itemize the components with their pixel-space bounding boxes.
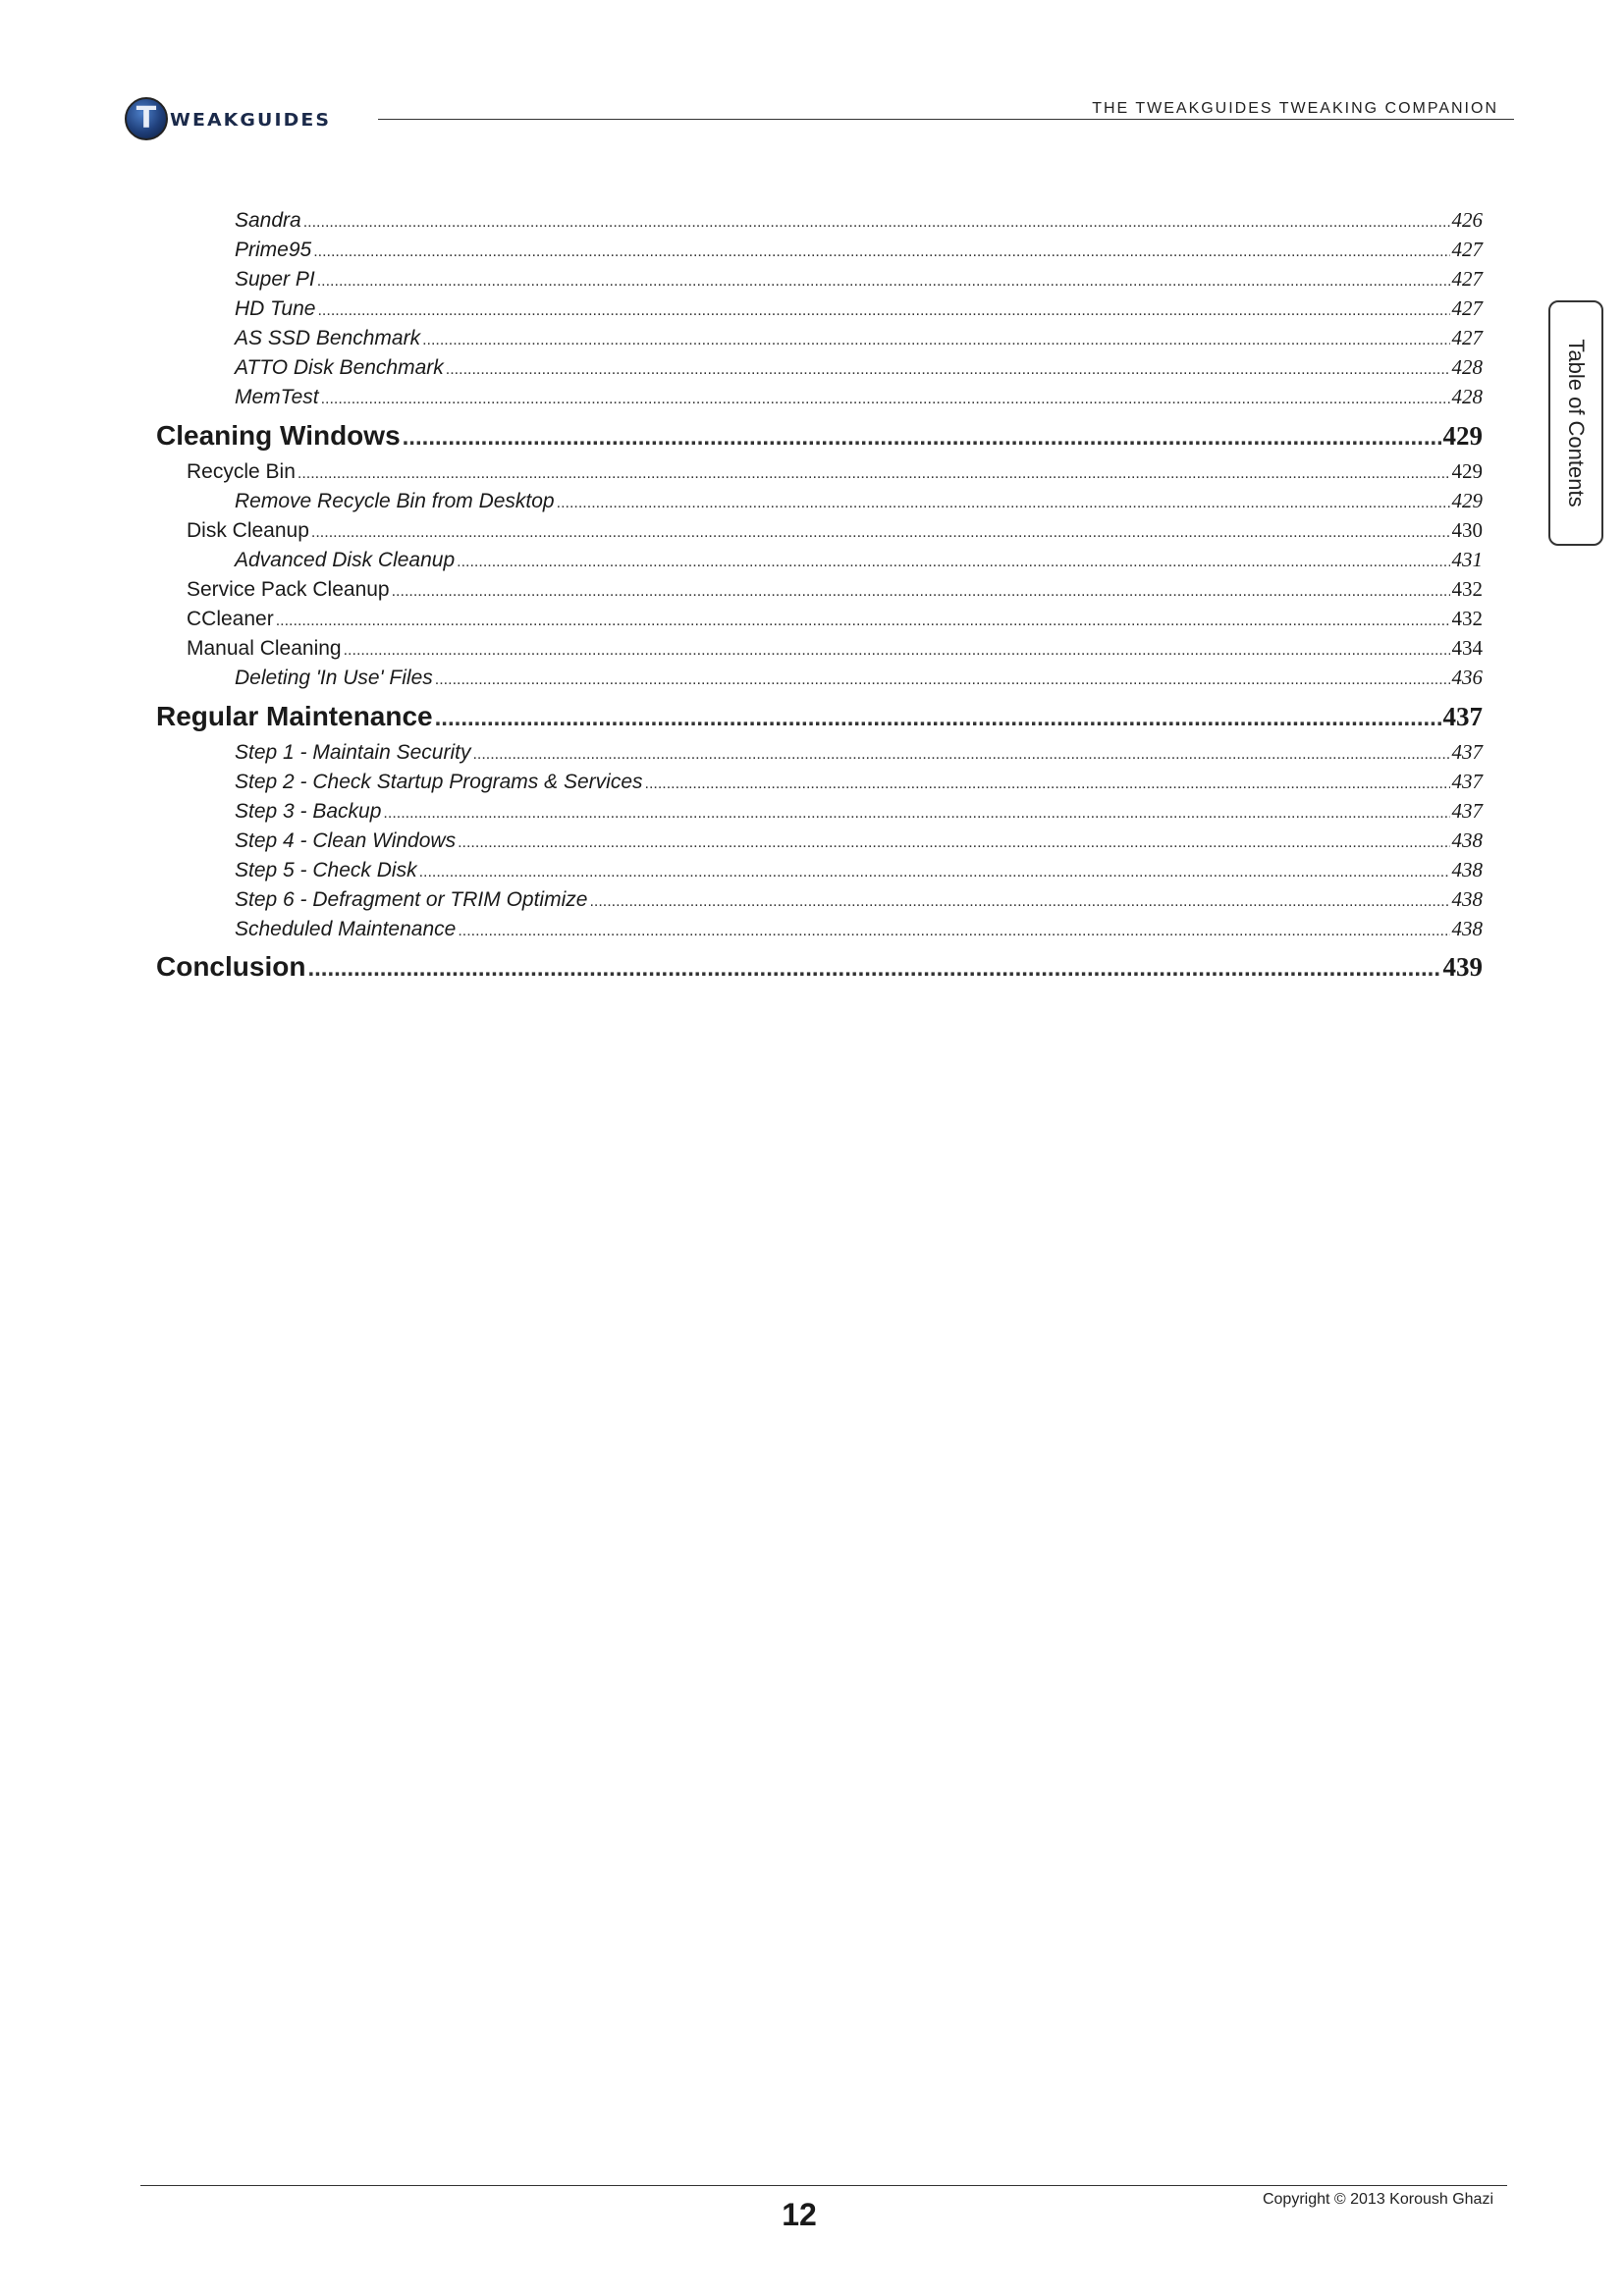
- dot-leader: [307, 955, 1440, 983]
- dot-leader: [313, 243, 1449, 261]
- toc-entry-page: 438: [1451, 858, 1483, 881]
- toc-chapter-entry[interactable]: [156, 951, 1483, 983]
- toc-entry-page: 429: [1451, 459, 1483, 483]
- logo-emblem-icon: [125, 97, 168, 140]
- dot-leader: [383, 805, 1449, 823]
- toc-entry-title: Step 5 - Check Disk: [235, 859, 417, 881]
- toc-entry-title: Remove Recycle Bin from Desktop: [235, 490, 555, 512]
- dot-leader: [321, 391, 1450, 408]
- toc-entry[interactable]: [235, 208, 1483, 233]
- toc-entry-title: Super PI: [235, 268, 315, 291]
- toc-entry[interactable]: [235, 740, 1483, 765]
- toc-entry-page: 427: [1451, 267, 1483, 291]
- toc-entry-title: Manual Cleaning: [187, 637, 342, 660]
- dot-leader: [419, 864, 1450, 881]
- dot-leader: [458, 923, 1449, 940]
- toc-entry-title: MemTest: [235, 386, 319, 408]
- toc-entry-page: 427: [1451, 326, 1483, 349]
- dot-leader: [589, 893, 1449, 911]
- toc-entry-title: Deleting 'In Use' Files: [235, 667, 433, 689]
- toc-entry[interactable]: [187, 577, 1483, 602]
- toc-entry-page: 429: [1451, 489, 1483, 512]
- toc-entry[interactable]: [187, 636, 1483, 661]
- toc-entry-title: Cleaning Windows: [156, 420, 401, 451]
- toc-entry-title: ATTO Disk Benchmark: [235, 356, 444, 379]
- toc-entry-title: Regular Maintenance: [156, 701, 433, 731]
- toc-entry[interactable]: [235, 385, 1483, 409]
- running-header-title: THE TWEAKGUIDES TWEAKING COMPANION: [1092, 100, 1498, 117]
- toc-entry-page: 431: [1451, 548, 1483, 571]
- toc-entry-page: 438: [1451, 828, 1483, 852]
- toc-entry-title: Conclusion: [156, 951, 306, 982]
- dot-leader: [446, 361, 1450, 379]
- toc-entry-page: 428: [1451, 385, 1483, 408]
- toc-entry[interactable]: [235, 267, 1483, 292]
- toc-entry-page: 437: [1451, 799, 1483, 823]
- toc-entry[interactable]: [235, 296, 1483, 321]
- toc-entry-page: 437: [1451, 740, 1483, 764]
- dot-leader: [403, 424, 1441, 452]
- toc-entry[interactable]: [235, 666, 1483, 690]
- toc-entry-title: Disk Cleanup: [187, 519, 309, 542]
- toc-entry[interactable]: [235, 355, 1483, 380]
- toc-entry-page: 426: [1451, 208, 1483, 232]
- footer-divider: [140, 2185, 1507, 2186]
- toc-chapter-entry[interactable]: [156, 701, 1483, 732]
- dot-leader: [557, 495, 1450, 512]
- dot-leader: [311, 524, 1450, 542]
- toc-entry[interactable]: [187, 518, 1483, 543]
- toc-entry[interactable]: [187, 459, 1483, 484]
- toc-entry-title: CCleaner: [187, 608, 274, 630]
- toc-entry[interactable]: [235, 770, 1483, 794]
- toc-entry-page: 432: [1451, 607, 1483, 630]
- toc-entry-page: 437: [1442, 702, 1483, 731]
- toc-entry[interactable]: [235, 799, 1483, 824]
- toc-entry-page: 436: [1451, 666, 1483, 689]
- toc-entry-title: HD Tune: [235, 297, 316, 320]
- toc-entry-page: 438: [1451, 917, 1483, 940]
- toc-entry-title: AS SSD Benchmark: [235, 327, 421, 349]
- toc-entry-title: Step 3 - Backup: [235, 800, 382, 823]
- toc-entry-title: Step 2 - Check Startup Programs & Services: [235, 771, 643, 793]
- dot-leader: [472, 746, 1449, 764]
- logo-text: WEAKGUIDES: [170, 110, 332, 131]
- toc-entry[interactable]: [235, 489, 1483, 513]
- toc-entry[interactable]: [235, 548, 1483, 572]
- toc-entry[interactable]: [235, 917, 1483, 941]
- dot-leader: [303, 214, 1450, 232]
- toc-entry-page: 427: [1451, 296, 1483, 320]
- toc-entry-page: 439: [1442, 952, 1483, 982]
- toc-entry-page: 429: [1442, 421, 1483, 451]
- dot-leader: [422, 332, 1449, 349]
- toc-entry-page: 428: [1451, 355, 1483, 379]
- toc-entry-title: Advanced Disk Cleanup: [235, 549, 456, 571]
- dot-leader: [457, 554, 1449, 571]
- toc-entry[interactable]: [235, 238, 1483, 262]
- toc-entry-page: 430: [1451, 518, 1483, 542]
- dot-leader: [317, 273, 1450, 291]
- toc-entry[interactable]: [235, 326, 1483, 350]
- tweakguides-logo: [125, 95, 360, 146]
- dot-leader: [458, 834, 1449, 852]
- toc-chapter-entry[interactable]: [156, 420, 1483, 452]
- toc-entry-page: 427: [1451, 238, 1483, 261]
- dot-leader: [276, 613, 1450, 630]
- copyright-notice: Copyright © 2013 Koroush Ghazi: [1262, 2191, 1493, 2208]
- page-number: 12: [782, 2197, 817, 2232]
- toc-entry-page: 437: [1451, 770, 1483, 793]
- dot-leader: [435, 671, 1450, 689]
- toc-entry[interactable]: [235, 887, 1483, 912]
- dot-leader: [317, 302, 1449, 320]
- section-side-tab: [1548, 300, 1603, 546]
- toc-entry-title: Scheduled Maintenance: [235, 918, 457, 940]
- dot-leader: [392, 583, 1450, 601]
- dot-leader: [298, 465, 1450, 483]
- side-tab-label: Table of Contents: [1564, 339, 1589, 507]
- toc-entry-page: 434: [1451, 636, 1483, 660]
- toc-entry-title: Recycle Bin: [187, 460, 296, 483]
- dot-leader: [435, 705, 1441, 732]
- toc-entry-title: Step 1 - Maintain Security: [235, 741, 471, 764]
- dot-leader: [344, 642, 1450, 660]
- toc-entry[interactable]: [187, 607, 1483, 631]
- toc-entry[interactable]: [235, 828, 1483, 853]
- header-divider: [378, 119, 1514, 120]
- toc-entry[interactable]: [235, 858, 1483, 882]
- toc-entry-page: 432: [1451, 577, 1483, 601]
- dot-leader: [645, 775, 1450, 793]
- toc-entry-title: Step 6 - Defragment or TRIM Optimize: [235, 888, 588, 911]
- toc-entry-title: Step 4 - Clean Windows: [235, 829, 457, 852]
- toc-entry-page: 438: [1451, 887, 1483, 911]
- toc-entry-title: Sandra: [235, 209, 301, 232]
- toc-entry-title: Service Pack Cleanup: [187, 578, 390, 601]
- toc-entry-title: Prime95: [235, 239, 312, 261]
